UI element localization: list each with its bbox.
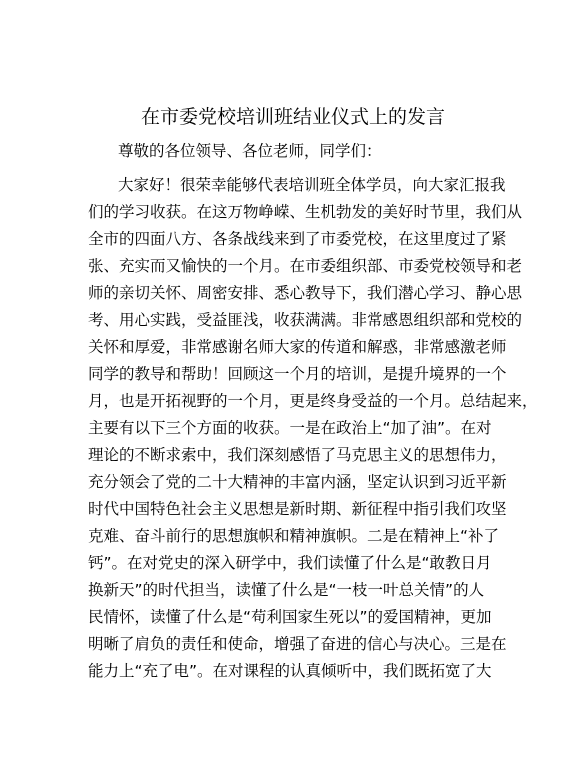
body-line: 全市的四面八方、各条战线来到了市委党校，在这里度过了紧: [88, 230, 507, 248]
body-line: 主要有以下三个方面的收获。一是在政治上“加了油”。在对: [88, 419, 492, 437]
body-line: 钙”。在对党史的深入研学中，我们读懂了什么是“敢教日月: [88, 554, 492, 572]
body-line: 同学的教导和帮助！回顾这一个月的培训，是提升境界的一个: [88, 365, 507, 383]
body-line: 明晰了肩负的责任和使命，增强了奋进的信心与决心。三是在: [88, 635, 507, 653]
body-line: 考、用心实践，受益匪浅，收获满满。非常感恩组织部和党校的: [88, 311, 523, 329]
body-line: 时代中国特色社会主义思想是新时期、新征程中指引我们攻坚: [88, 500, 507, 518]
body-line: 能力上“充了电”。在对课程的认真倾听中，我们既拓宽了大: [88, 662, 492, 680]
salutation: 尊敬的各位领导、各位老师，同学们：: [118, 142, 382, 160]
body-line: 大家好！很荣幸能够代表培训班全体学员，向大家汇报我: [118, 176, 506, 194]
body-line: 师的亲切关怀、周密安排、悉心教导下，我们潜心学习、静心思: [88, 284, 523, 302]
body-line: 民情怀，读懂了什么是“苟利国家生死以”的爱国精神，更加: [88, 608, 492, 626]
body-line: 张、充实而又愉快的一个月。在市委组织部、市委党校领导和老: [88, 257, 523, 275]
body-line: 克难、奋斗前行的思想旗帜和精神旗帜。二是在精神上“补了: [88, 527, 500, 545]
body-line: 们的学习收获。在这万物峥嵘、生机勃发的美好时节里，我们从: [88, 203, 523, 221]
body-line: 关怀和厚爱，非常感谢名师大家的传道和解惑，非常感激老师: [88, 338, 507, 356]
body-line: 月，也是开拓视野的一个月，更是终身受益的一个月。总结起来，: [88, 392, 538, 410]
body-line: 换新天”的时代担当，读懂了什么是“一枝一叶总关情”的人: [88, 581, 485, 599]
body-line: 充分领会了党的二十大精神的丰富内涵，坚定认识到习近平新: [88, 473, 507, 491]
body-line: 理论的不断求索中，我们深刻感悟了马克思主义的思想伟力，: [88, 446, 507, 464]
page-title: 在市委党校培训班结业仪式上的发言: [140, 106, 445, 128]
